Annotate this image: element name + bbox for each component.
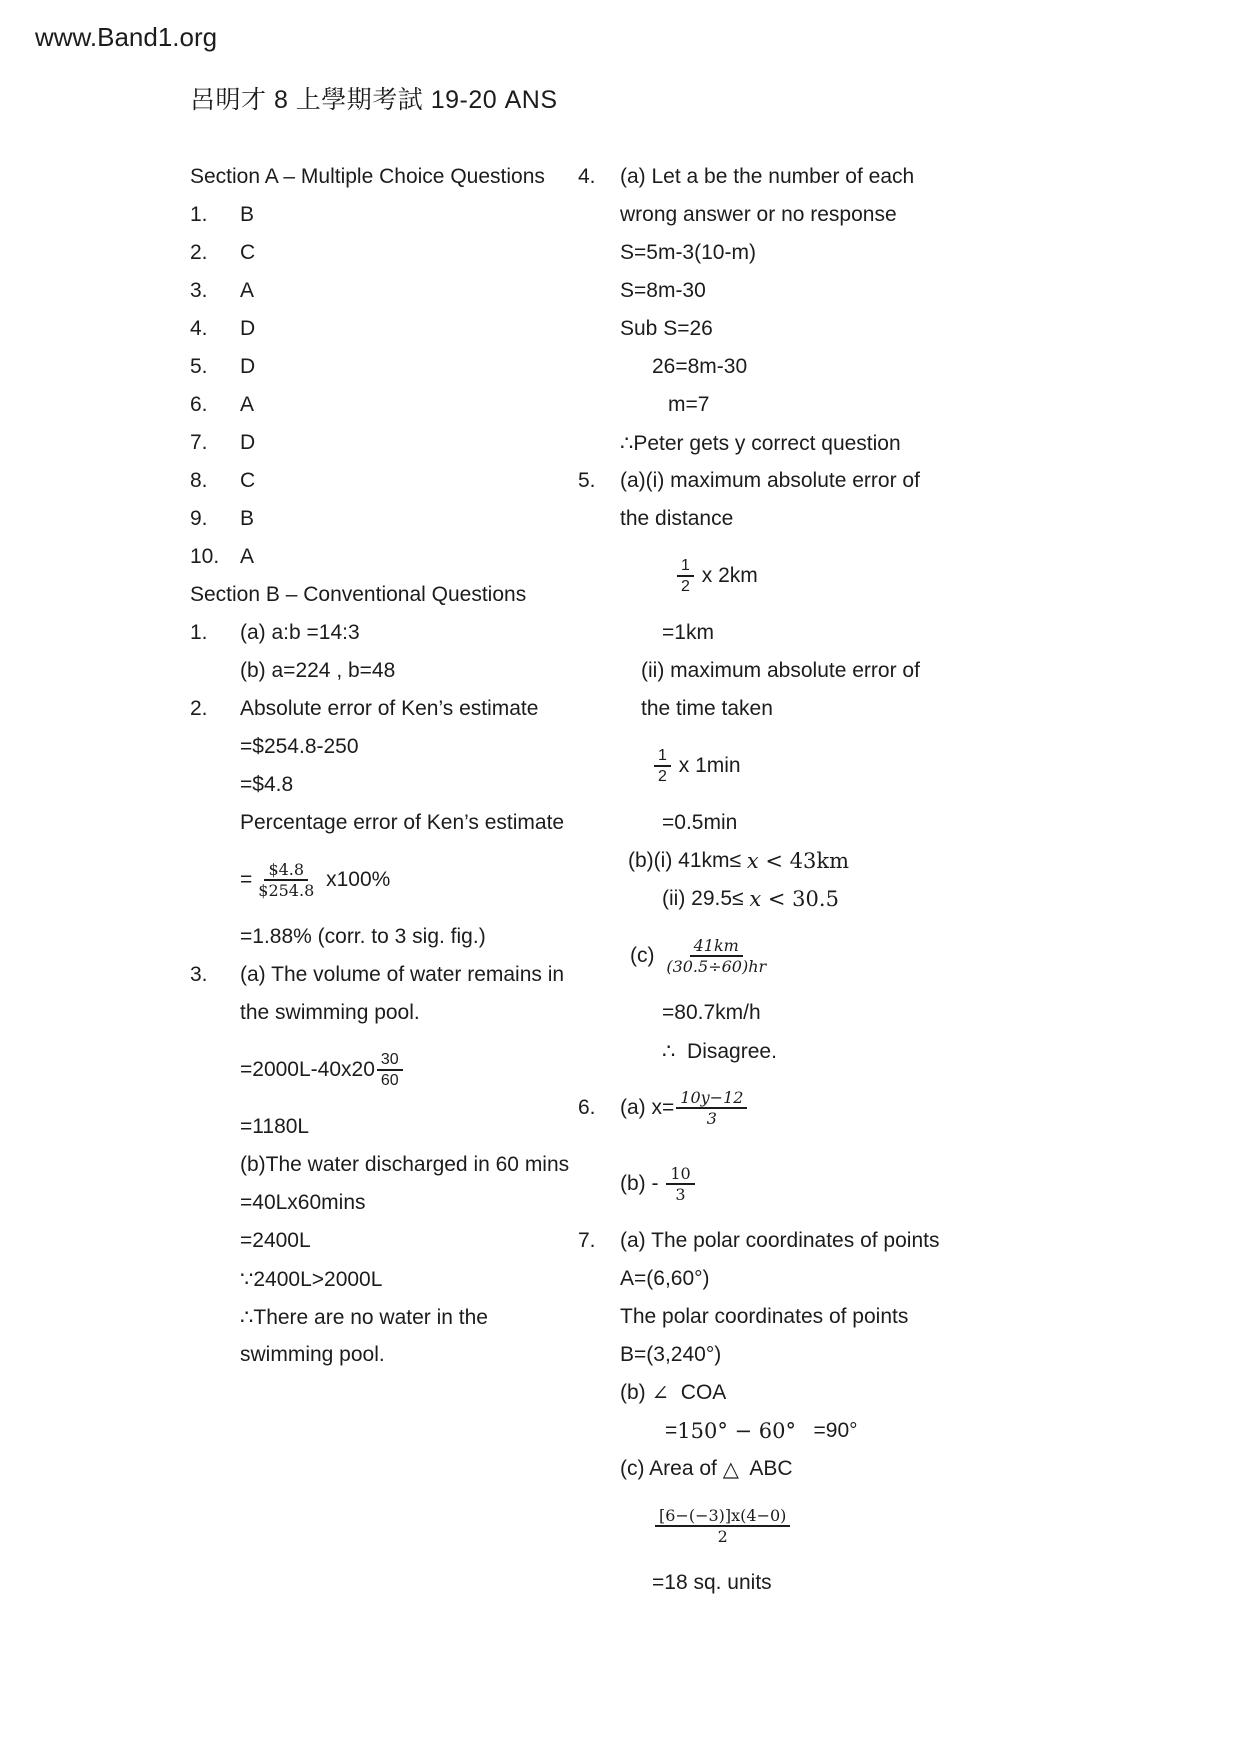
doc-line: [578, 272, 1098, 310]
text-segment: ∴Peter gets y correct question: [620, 431, 901, 455]
doc-line: [190, 272, 590, 310]
text-segment: B: [240, 203, 255, 226]
text-segment: B=(3,240°): [620, 1343, 722, 1366]
text-segment: (c) Area of: [620, 1457, 723, 1480]
doc-line: [190, 462, 590, 500]
text-segment: D: [240, 431, 256, 454]
doc-line: [190, 614, 590, 652]
line-number: 1.: [190, 203, 208, 226]
text-segment: =: [665, 1419, 678, 1442]
text-segment: =$254.8-250: [240, 735, 359, 758]
line-number: 3.: [190, 963, 208, 986]
text-segment: =18 sq. units: [652, 1571, 772, 1594]
doc-line: [578, 804, 1098, 842]
text-segment: C: [240, 469, 256, 492]
doc-line: [190, 728, 590, 766]
fraction: $\frac{10y-12}{3}$: [676, 1088, 747, 1128]
doc-line: [190, 158, 590, 196]
text-segment: wrong answer or no response: [620, 203, 897, 226]
line-text: [240, 431, 255, 455]
fraction: $\frac{[6-(-3)]x(4-0)}{2}$: [655, 1506, 790, 1546]
doc-line: [190, 652, 590, 690]
text-segment: ∴There are no water in the: [240, 1305, 488, 1329]
text-segment: ∵2400L>2000L: [240, 1267, 383, 1291]
text-segment: =2000L-40x20: [240, 1058, 375, 1081]
doc-line: [578, 690, 1098, 728]
fraction: $\frac{10}{3}$: [666, 1164, 694, 1204]
site-watermark: www.Band1.org: [35, 22, 218, 52]
doc-line: [578, 462, 1098, 500]
fraction: $\frac{\$4.8}{\$254.8}$: [258, 859, 315, 900]
text-segment: (a) The polar coordinates of points: [620, 1229, 940, 1252]
line-text: [240, 355, 255, 379]
line-text: [620, 1267, 710, 1291]
doc-line: [578, 1374, 1098, 1412]
text-segment: ∴ Disagree.: [662, 1039, 777, 1063]
line-number: 10.: [190, 545, 220, 568]
line-text: [240, 621, 360, 645]
doc-line: [190, 1108, 590, 1146]
line-text: [240, 1050, 405, 1090]
text-segment: (b) a=224 , b=48: [240, 659, 396, 682]
doc-line: [578, 424, 1098, 462]
line-number: 9.: [190, 507, 208, 530]
line-number: 6.: [578, 1096, 596, 1119]
line-text: [652, 355, 747, 379]
line-text: [240, 735, 359, 759]
text-segment: (ii) 29.5≤: [662, 887, 750, 910]
doc-line: [190, 576, 590, 614]
doc-line: [578, 158, 1098, 196]
text-segment: =80.7km/h: [662, 1001, 761, 1024]
text-segment: (a) The volume of water remains in: [240, 963, 565, 986]
line-number: 4.: [578, 165, 596, 188]
doc-line: [190, 538, 590, 576]
line-text: [620, 279, 706, 303]
text-segment: swimming pool.: [240, 1343, 385, 1366]
doc-line: [190, 918, 590, 956]
doc-line: [578, 1488, 1098, 1564]
doc-line: [578, 310, 1098, 348]
doc-line: [578, 1032, 1098, 1070]
doc-line: [190, 348, 590, 386]
line-text: [620, 317, 713, 341]
line-text: [240, 203, 254, 227]
doc-line: [578, 614, 1098, 652]
text-segment: =1km: [662, 621, 714, 644]
line-text: [190, 165, 545, 189]
line-text: [240, 1267, 382, 1292]
text-segment: (a)(i) maximum absolute error of: [620, 469, 920, 492]
doc-line: [578, 1450, 1098, 1488]
fraction: $\frac{1}{2}$: [677, 556, 694, 596]
text-segment: =1.88% (corr. to 3 sig. fig.): [240, 925, 486, 948]
text-segment: A: [240, 545, 255, 568]
doc-line: [578, 1412, 1098, 1450]
line-text: [240, 860, 390, 900]
math-segment: 150° − 60°: [677, 1419, 797, 1443]
line-text: [620, 1229, 939, 1253]
line-number: 4.: [190, 317, 208, 340]
line-text: [641, 659, 920, 683]
doc-line: [578, 880, 1098, 918]
line-text: [662, 1001, 761, 1025]
text-segment: Sub S=26: [620, 317, 713, 340]
text-segment: D: [240, 355, 256, 378]
text-segment: =2400L: [240, 1229, 311, 1252]
line-text: [665, 1419, 858, 1443]
line-text: [240, 1305, 488, 1330]
doc-line: [190, 1336, 590, 1374]
line-text: [240, 697, 538, 721]
text-segment: (a) Let a be the number of each: [620, 165, 915, 188]
line-text: [620, 165, 914, 189]
line-text: [240, 469, 255, 493]
line-text: [662, 1039, 777, 1064]
line-text: [662, 887, 839, 911]
text-segment: S=8m-30: [620, 279, 706, 302]
line-text: [620, 203, 897, 227]
doc-line: [190, 500, 590, 538]
doc-line: [578, 1070, 1098, 1146]
line-text: [662, 621, 714, 645]
text-segment: x100%: [320, 868, 391, 891]
line-text: [240, 1153, 569, 1177]
text-segment: (a) x=: [620, 1096, 675, 1119]
line-text: [668, 393, 709, 417]
doc-line: [190, 234, 590, 272]
line-text: [620, 431, 901, 456]
doc-line: [190, 842, 590, 918]
doc-line: [578, 196, 1098, 234]
line-text: [240, 393, 254, 417]
fraction: $\frac{41km}{(30.5\div 60)hr}$: [666, 935, 767, 976]
doc-line: [190, 1146, 590, 1184]
answers-column-right: [578, 158, 1098, 1602]
doc-line: [578, 1298, 1098, 1336]
line-text: [240, 279, 254, 303]
text-segment: the distance: [620, 507, 734, 530]
line-text: [630, 936, 772, 976]
doc-line: [190, 386, 590, 424]
math-segment: △: [722, 1457, 739, 1481]
doc-line: [190, 424, 590, 462]
text-segment: 26=8m-30: [652, 355, 748, 378]
line-text: [620, 1088, 749, 1128]
text-segment: =90°: [796, 1419, 858, 1442]
text-segment: =40Lx60mins: [240, 1191, 366, 1214]
line-text: [240, 1001, 420, 1025]
line-text: [620, 1343, 721, 1367]
doc-line: [578, 652, 1098, 690]
line-text: [620, 1164, 697, 1204]
line-number: 2.: [190, 697, 208, 720]
doc-line: [578, 918, 1098, 994]
line-text: [662, 811, 737, 835]
text-segment: (c): [630, 944, 661, 967]
line-text: [620, 241, 756, 265]
line-number: 5.: [190, 355, 208, 378]
text-segment: =0.5min: [662, 811, 738, 834]
text-segment: D: [240, 317, 256, 340]
doc-line: [190, 1298, 590, 1336]
text-segment: COA: [669, 1381, 727, 1404]
line-number: 1.: [190, 621, 208, 644]
doc-line: [578, 500, 1098, 538]
line-number: 6.: [190, 393, 208, 416]
doc-line: [190, 690, 590, 728]
line-text: [240, 925, 486, 949]
line-text: [240, 659, 395, 683]
doc-line: [578, 842, 1098, 880]
doc-line: [578, 1564, 1098, 1602]
doc-line: [190, 196, 590, 234]
text-segment: x 2km: [695, 564, 758, 587]
math-segment: x: [749, 887, 762, 911]
line-text: [240, 507, 254, 531]
text-segment: (b): [620, 1381, 652, 1404]
line-number: 5.: [578, 469, 596, 492]
text-segment: the swimming pool.: [240, 1001, 420, 1024]
line-text: [653, 1506, 792, 1546]
doc-line: [190, 766, 590, 804]
doc-line: [190, 1032, 590, 1108]
line-text: [620, 507, 733, 531]
text-segment: Absolute error of Ken’s estimate: [240, 697, 539, 720]
doc-line: [190, 310, 590, 348]
text-segment: =1180L: [240, 1115, 310, 1138]
text-segment: C: [240, 241, 256, 264]
doc-line: [578, 1336, 1098, 1374]
text-segment: Percentage error of Ken’s estimate: [240, 811, 565, 834]
text-segment: A=(6,60°): [620, 1267, 710, 1290]
math-segment: ∠: [651, 1381, 670, 1405]
text-segment: the time taken: [641, 697, 773, 720]
text-segment: (ii) maximum absolute error of: [641, 659, 920, 682]
doc-line: [190, 994, 590, 1032]
line-number: 8.: [190, 469, 208, 492]
answers-column-left: [190, 158, 590, 1374]
doc-line: [578, 386, 1098, 424]
line-text: [240, 773, 293, 797]
line-text: [652, 1571, 772, 1595]
line-text: [240, 1229, 311, 1253]
text-segment: =: [240, 868, 253, 891]
line-text: [240, 1191, 366, 1215]
text-segment: (b) -: [620, 1172, 665, 1195]
doc-line: [578, 538, 1098, 614]
line-text: [652, 746, 741, 786]
math-segment: x: [746, 849, 759, 873]
line-number: 7.: [578, 1229, 596, 1252]
text-segment: A: [240, 279, 255, 302]
line-text: [628, 849, 849, 873]
text-segment: Section A – Multiple Choice Questions: [190, 165, 545, 188]
line-text: [675, 556, 758, 596]
line-text: [240, 811, 564, 835]
doc-line: [578, 348, 1098, 386]
doc-line: [578, 1222, 1098, 1260]
line-text: [620, 1457, 793, 1481]
doc-line: [578, 994, 1098, 1032]
text-segment: (b)(i) 41km≤: [628, 849, 747, 872]
doc-line: [190, 956, 590, 994]
math-segment: < 43km: [758, 849, 850, 873]
math-segment: < 30.5: [761, 887, 839, 911]
line-text: [620, 469, 920, 493]
text-segment: B: [240, 507, 255, 530]
line-number: 2.: [190, 241, 208, 264]
doc-line: [578, 1260, 1098, 1298]
line-number: 3.: [190, 279, 208, 302]
line-text: [240, 1115, 309, 1139]
text-segment: A: [240, 393, 255, 416]
text-segment: m=7: [668, 393, 710, 416]
line-text: [240, 241, 255, 265]
doc-line: [190, 1184, 590, 1222]
fraction: $\frac{1}{2}$: [654, 746, 671, 786]
line-text: [641, 697, 773, 721]
line-text: [240, 317, 255, 341]
line-text: [240, 963, 564, 987]
line-text: [190, 583, 526, 607]
page-title: 呂明才 8 上學期考試 19-20 ANS: [190, 86, 558, 114]
text-segment: (a) a:b =14:3: [240, 621, 360, 644]
text-segment: S=5m-3(10-m): [620, 241, 756, 264]
text-segment: ABC: [738, 1457, 793, 1480]
line-text: [620, 1381, 726, 1405]
text-segment: The polar coordinates of points: [620, 1305, 909, 1328]
line-text: [240, 1343, 385, 1367]
line-number: 7.: [190, 431, 208, 454]
text-segment: (b)The water discharged in 60 mins: [240, 1153, 570, 1176]
text-segment: =$4.8: [240, 773, 294, 796]
line-text: [240, 545, 254, 569]
doc-line: [190, 804, 590, 842]
line-text: [620, 1305, 908, 1329]
doc-line: [578, 234, 1098, 272]
doc-line: [190, 1260, 590, 1298]
fraction: $\frac{30}{60}$: [377, 1050, 403, 1090]
text-segment: x 1min: [672, 754, 741, 777]
text-segment: Section B – Conventional Questions: [190, 583, 527, 606]
doc-line: [578, 1146, 1098, 1222]
doc-line: [578, 728, 1098, 804]
doc-line: [190, 1222, 590, 1260]
